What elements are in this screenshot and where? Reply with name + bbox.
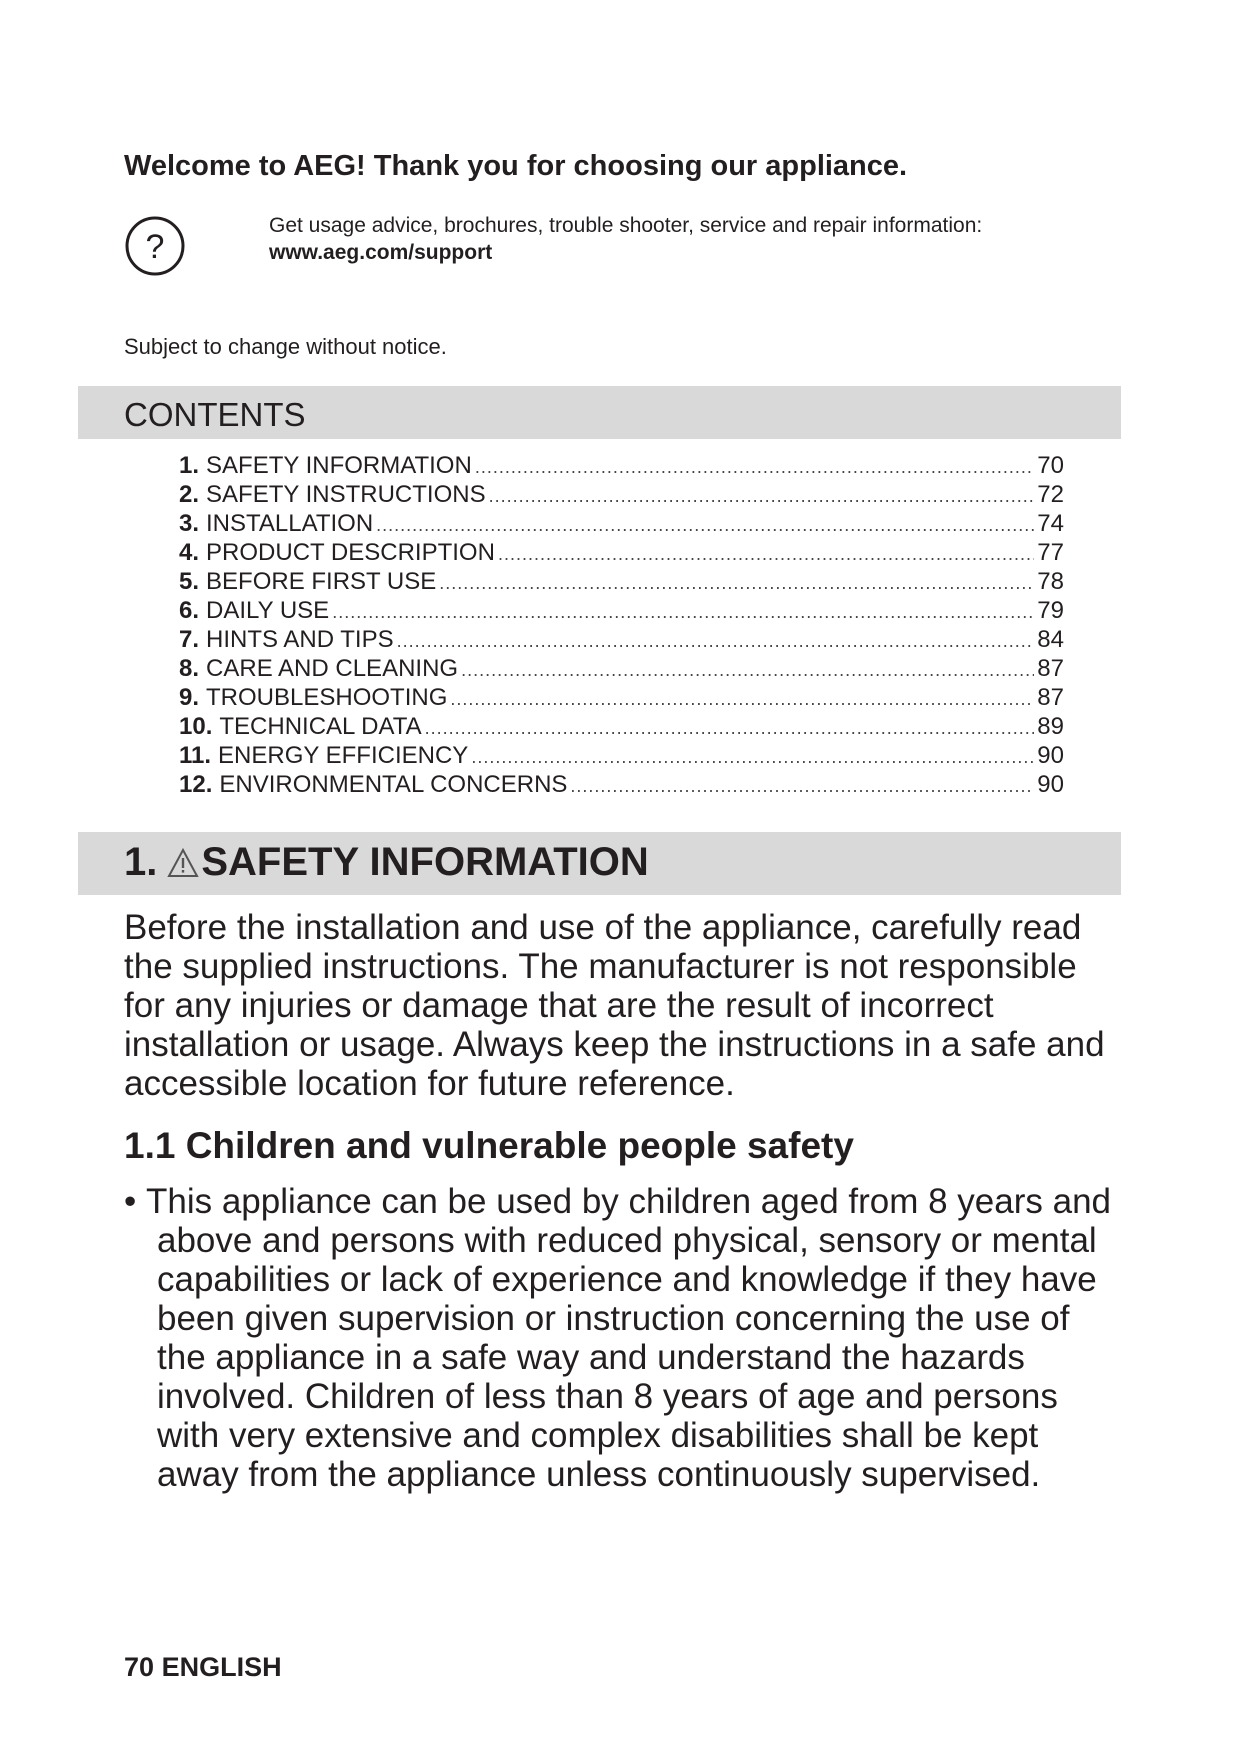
toc-item-label: ENVIRONMENTAL CONCERNS bbox=[219, 771, 568, 798]
toc-leader-dots bbox=[471, 743, 1034, 771]
subject-notice: Subject to change without notice. bbox=[124, 334, 447, 359]
toc-item-page: 74 bbox=[1037, 510, 1064, 537]
toc-item[interactable] bbox=[179, 539, 1064, 568]
bullet-text: This appliance can be used by children aged from 8 years and above and persons with reduced physical, sensory or mental capabilities or lack of experience and knowledge if they have been given supervision or instruction concerning the use of the appliance in a safe way and understand the hazards involved. Children of less than 8 years of age and persons with very extensive and complex disabilities shall be kept away from the appliance unless continuously supervised. bbox=[145, 1182, 1112, 1494]
toc-item[interactable] bbox=[179, 510, 1064, 539]
safety-heading bbox=[124, 840, 649, 885]
toc-item-label: PRODUCT DESCRIPTION bbox=[206, 539, 495, 566]
toc-item-page: 78 bbox=[1037, 568, 1064, 595]
toc-item-page: 72 bbox=[1037, 481, 1064, 508]
toc-leader-dots bbox=[461, 656, 1034, 684]
toc-leader-dots bbox=[376, 511, 1034, 539]
toc-leader-dots bbox=[450, 685, 1034, 713]
toc-item[interactable] bbox=[179, 742, 1064, 771]
safety-section-header bbox=[78, 832, 1121, 895]
toc-item[interactable] bbox=[179, 568, 1064, 597]
toc-item-page: 89 bbox=[1037, 713, 1064, 740]
toc-item-number: 10. bbox=[179, 713, 213, 740]
toc-leader-dots bbox=[489, 482, 1035, 510]
toc-leader-dots bbox=[439, 569, 1034, 597]
toc-item-number: 11. bbox=[179, 742, 212, 769]
toc-item-page: 87 bbox=[1037, 684, 1064, 711]
toc-item[interactable] bbox=[179, 626, 1064, 655]
welcome-heading: Welcome to AEG! Thank you for choosing our appliance. bbox=[124, 150, 908, 182]
toc-item[interactable] bbox=[179, 452, 1064, 481]
toc-item-number: 2. bbox=[179, 481, 200, 508]
support-link[interactable]: www.aeg.com/support bbox=[269, 241, 493, 264]
toc-item-label: BEFORE FIRST USE bbox=[206, 568, 437, 595]
toc-leader-dots bbox=[498, 540, 1034, 568]
toc-leader-dots bbox=[332, 598, 1034, 626]
page-footer bbox=[124, 1652, 282, 1683]
toc-item-number: 6. bbox=[179, 597, 200, 624]
toc-leader-dots bbox=[397, 627, 1035, 655]
toc-item-page: 90 bbox=[1037, 771, 1064, 798]
toc-leader-dots bbox=[425, 714, 1035, 742]
toc-item-label: HINTS AND TIPS bbox=[206, 626, 394, 653]
support-info bbox=[269, 212, 982, 266]
toc-item-number: 1. bbox=[179, 452, 200, 479]
toc-item-label: DAILY USE bbox=[206, 597, 330, 624]
question-circle-icon bbox=[124, 215, 186, 277]
svg-text:?: ? bbox=[145, 228, 165, 266]
toc-item-number: 7. bbox=[179, 626, 200, 653]
children-safety-heading: 1.1 Children and vulnerable people safety bbox=[124, 1125, 854, 1166]
safety-number: 1. bbox=[124, 840, 158, 884]
toc-item-page: 70 bbox=[1037, 452, 1064, 479]
toc-item-number: 5. bbox=[179, 568, 200, 595]
page-number: 70 bbox=[124, 1652, 155, 1682]
toc-item[interactable] bbox=[179, 597, 1064, 626]
contents-header bbox=[78, 386, 1121, 439]
toc-item-page: 87 bbox=[1037, 655, 1064, 682]
page-language: ENGLISH bbox=[161, 1652, 282, 1682]
warning-triangle-icon bbox=[167, 848, 199, 878]
toc-item-page: 90 bbox=[1037, 742, 1064, 769]
toc-item-page: 79 bbox=[1037, 597, 1064, 624]
children-safety-bullet: • This appliance can be used by children aged from 8 years and above and persons with reduced physical, sensory or mental capabilities or lack of experience and knowledge if they have been given supervision or instruction concerning the use of the appliance in a safe way and understand the hazards involved. Children of less than 8 years of age and persons with very extensive and complex disabilities shall be kept away from the appliance unless continuously supervised. bbox=[124, 1182, 1112, 1494]
toc-item-number: 12. bbox=[179, 771, 213, 798]
safety-title: SAFETY INFORMATION bbox=[201, 840, 649, 884]
toc-item[interactable] bbox=[179, 481, 1064, 510]
toc-item[interactable] bbox=[179, 684, 1064, 713]
toc-item-label: INSTALLATION bbox=[206, 510, 374, 537]
toc-item-number: 8. bbox=[179, 655, 200, 682]
toc-item-label: TECHNICAL DATA bbox=[219, 713, 422, 740]
toc-item[interactable] bbox=[179, 713, 1064, 742]
toc-item-number: 4. bbox=[179, 539, 200, 566]
toc-item-page: 77 bbox=[1037, 539, 1064, 566]
toc-item-label: ENERGY EFFICIENCY bbox=[218, 742, 469, 769]
toc-item-number: 3. bbox=[179, 510, 200, 537]
toc-item[interactable] bbox=[179, 771, 1064, 800]
table-of-contents bbox=[179, 452, 1064, 800]
toc-item-label: SAFETY INSTRUCTIONS bbox=[206, 481, 486, 508]
contents-title: CONTENTS bbox=[124, 396, 306, 433]
support-text: Get usage advice, brochures, trouble shooter, service and repair information: bbox=[269, 214, 983, 237]
toc-item-label: CARE AND CLEANING bbox=[206, 655, 459, 682]
toc-item-page: 84 bbox=[1037, 626, 1064, 653]
toc-leader-dots bbox=[570, 772, 1034, 800]
safety-intro: Before the installation and use of the appliance, carefully read the supplied instructions. The manufacturer is not responsible for any injuries or damage that are the result of incorrect installation or usage. Always keep the instructions in a safe and accessible location for future reference. bbox=[124, 908, 1105, 1103]
toc-item-label: TROUBLESHOOTING bbox=[206, 684, 448, 711]
toc-leader-dots bbox=[475, 453, 1034, 481]
toc-item-number: 9. bbox=[179, 684, 200, 711]
toc-item[interactable] bbox=[179, 655, 1064, 684]
toc-item-label: SAFETY INFORMATION bbox=[206, 452, 472, 479]
